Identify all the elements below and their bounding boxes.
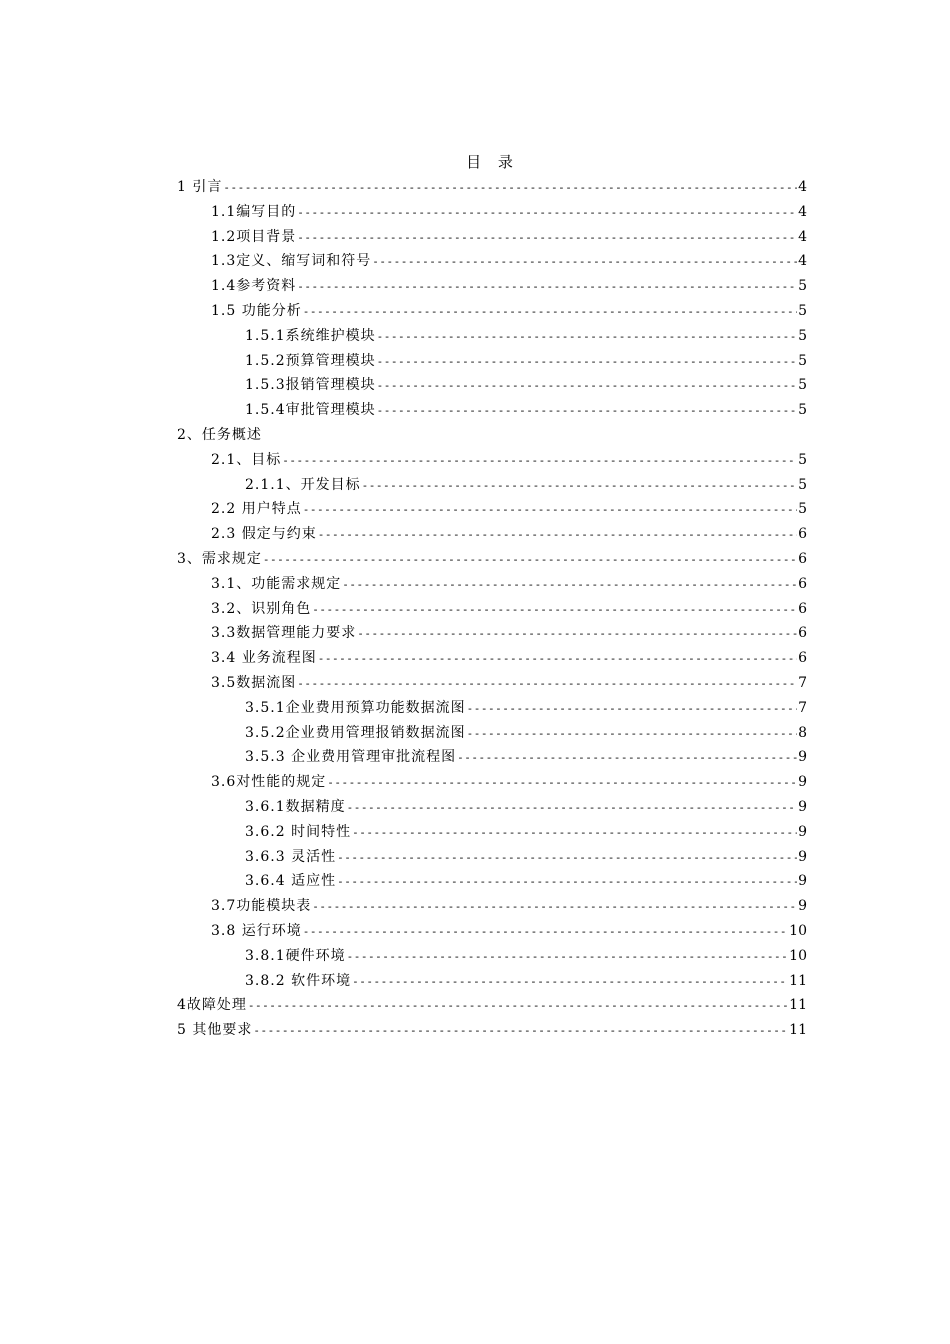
toc-dash-leader bbox=[318, 523, 797, 548]
toc-dash-leader bbox=[342, 573, 797, 598]
toc-entry-page: 6 bbox=[798, 550, 807, 567]
toc-entry-label: 3.3数据管理能力要求 bbox=[211, 625, 357, 642]
toc-entry[interactable] bbox=[177, 646, 807, 671]
toc-entry-page: 9 bbox=[798, 873, 807, 890]
toc-entry-page: 5 bbox=[798, 327, 807, 344]
toc-entry-label: 2.3 假定与约束 bbox=[211, 526, 317, 543]
toc-entry-label: 3.8.2 软件环境 bbox=[245, 972, 352, 989]
toc-entry-page: 11 bbox=[789, 997, 807, 1014]
toc-entry[interactable] bbox=[177, 795, 807, 820]
toc-entry-label: 2、任务概述 bbox=[177, 426, 262, 443]
toc-entry-page: 5 bbox=[798, 501, 807, 518]
toc-entry-label: 1.5.4审批管理模块 bbox=[245, 402, 376, 419]
toc-entry[interactable] bbox=[177, 225, 807, 250]
toc-entry[interactable] bbox=[177, 448, 807, 473]
toc-entry-page: 5 bbox=[798, 402, 807, 419]
toc-entry[interactable] bbox=[177, 1018, 807, 1043]
toc-entry-label: 3.8.1硬件环境 bbox=[245, 947, 346, 964]
toc-entry[interactable] bbox=[177, 770, 807, 795]
toc-entry-page: 10 bbox=[789, 922, 807, 939]
toc-entry-label: 1.5.1系统维护模块 bbox=[245, 327, 376, 344]
toc-entry-label: 2.2 用户特点 bbox=[211, 501, 302, 518]
toc-entry-page: 6 bbox=[798, 600, 807, 617]
toc-dash-leader bbox=[347, 796, 797, 821]
toc-entry-page: 6 bbox=[798, 526, 807, 543]
toc-dash-leader bbox=[297, 201, 797, 226]
toc-dash-leader bbox=[377, 374, 797, 399]
toc-entry[interactable] bbox=[177, 175, 807, 200]
toc-entry-label: 1.4参考资料 bbox=[211, 278, 297, 295]
toc-entry-label: 1.3定义、缩写词和符号 bbox=[211, 253, 372, 270]
toc-entry-label: 2.1、目标 bbox=[211, 451, 282, 468]
toc-entry[interactable] bbox=[177, 423, 807, 448]
toc-dash-leader bbox=[263, 548, 797, 573]
toc-entry[interactable] bbox=[177, 324, 807, 349]
toc-entry-page: 10 bbox=[789, 947, 807, 964]
toc-dash-leader bbox=[303, 498, 797, 523]
toc-entry-page: 5 bbox=[798, 377, 807, 394]
toc-dash-leader bbox=[357, 622, 797, 647]
toc-entry-label: 3.5.2企业费用管理报销数据流图 bbox=[245, 724, 466, 741]
toc-entry[interactable] bbox=[177, 274, 807, 299]
toc-dash-leader bbox=[467, 722, 797, 747]
toc-dash-leader bbox=[312, 895, 797, 920]
toc-dash-leader bbox=[337, 846, 797, 871]
toc-entry-page: 11 bbox=[789, 1022, 807, 1039]
toc-entry-label: 3、需求规定 bbox=[177, 550, 262, 567]
toc-entry-page: 8 bbox=[798, 724, 807, 741]
toc-entry[interactable] bbox=[177, 745, 807, 770]
toc-entry-page: 5 bbox=[798, 352, 807, 369]
toc-entry[interactable] bbox=[177, 299, 807, 324]
toc-dash-leader bbox=[327, 771, 797, 796]
toc-entry[interactable] bbox=[177, 349, 807, 374]
toc-entry-label: 3.2、识别角色 bbox=[211, 600, 312, 617]
toc-dash-leader bbox=[467, 697, 797, 722]
toc-entry-label: 3.5.3 企业费用管理审批流程图 bbox=[245, 749, 457, 766]
toc-dash-leader bbox=[377, 350, 797, 375]
toc-entry-page: 9 bbox=[798, 749, 807, 766]
toc-entry-label: 3.7功能模块表 bbox=[211, 898, 312, 915]
toc-entry[interactable] bbox=[177, 845, 807, 870]
toc-entry-label: 3.4 业务流程图 bbox=[211, 650, 317, 667]
toc-dash-leader bbox=[352, 821, 797, 846]
toc-entry-label: 3.6.1数据精度 bbox=[245, 798, 346, 815]
toc-entry-label: 4故障处理 bbox=[177, 997, 247, 1014]
toc-entry-page: 6 bbox=[798, 625, 807, 642]
toc-entry-page: 9 bbox=[798, 848, 807, 865]
toc-entry-label: 1 引言 bbox=[177, 179, 223, 195]
toc-entry-page: 4 bbox=[798, 253, 807, 270]
toc-entry-page: 7 bbox=[798, 699, 807, 716]
toc-entry-label: 1.2项目背景 bbox=[211, 228, 297, 245]
toc-dash-leader bbox=[303, 920, 788, 945]
toc-entry[interactable] bbox=[177, 621, 807, 646]
toc-dash-leader bbox=[377, 399, 797, 424]
toc-entry-label: 5 其他要求 bbox=[177, 1022, 253, 1039]
toc-entry-page: 11 bbox=[789, 972, 807, 989]
toc-dash-leader bbox=[282, 449, 797, 474]
toc-entry[interactable] bbox=[177, 919, 807, 944]
toc-entry[interactable] bbox=[177, 969, 807, 994]
toc-dash-leader bbox=[248, 994, 788, 1019]
toc-entry-page: 9 bbox=[798, 823, 807, 840]
toc-entry-label: 3.6.4 适应性 bbox=[245, 873, 337, 890]
toc-entry-page: 9 bbox=[798, 898, 807, 915]
toc-entry-label: 2.1.1、开发目标 bbox=[245, 476, 361, 493]
toc-entry[interactable] bbox=[177, 497, 807, 522]
toc-entry[interactable] bbox=[177, 473, 807, 498]
toc-dash-leader bbox=[372, 250, 797, 275]
toc-dash-leader bbox=[457, 746, 797, 771]
toc-entry-page: 4 bbox=[798, 179, 807, 195]
toc-dash-leader bbox=[253, 1019, 788, 1044]
toc-entry-label: 3.6对性能的规定 bbox=[211, 774, 327, 791]
toc-entry[interactable] bbox=[177, 522, 807, 547]
toc-entry-label: 1.5 功能分析 bbox=[211, 302, 302, 319]
toc-entry[interactable] bbox=[177, 249, 807, 274]
toc-entry-page: 6 bbox=[798, 575, 807, 592]
toc-entry-page: 9 bbox=[798, 774, 807, 791]
toc-entry-label: 3.8 运行环境 bbox=[211, 922, 302, 939]
toc-entry[interactable] bbox=[177, 398, 807, 423]
toc-dash-leader bbox=[297, 672, 797, 697]
toc-entry-page: 5 bbox=[798, 451, 807, 468]
toc-entry-label: 1.5.2预算管理模块 bbox=[245, 352, 376, 369]
toc-dash-leader bbox=[352, 970, 788, 995]
toc-entry-page: 9 bbox=[798, 798, 807, 815]
toc-dash-leader bbox=[297, 275, 797, 300]
toc-entry[interactable] bbox=[177, 547, 807, 572]
toc-entry[interactable] bbox=[177, 721, 807, 746]
toc-entry-page: 5 bbox=[798, 476, 807, 493]
toc-dash-leader bbox=[312, 598, 797, 623]
toc-entry[interactable] bbox=[177, 200, 807, 225]
toc-entry-page: 6 bbox=[798, 650, 807, 667]
toc-dash-leader bbox=[377, 325, 797, 350]
toc-entry-label: 1.5.3报销管理模块 bbox=[245, 377, 376, 394]
toc-title: 目 录 bbox=[466, 153, 519, 171]
toc-entry[interactable] bbox=[177, 671, 807, 696]
toc-dash-leader bbox=[297, 226, 797, 251]
toc-entry-page: 5 bbox=[798, 278, 807, 295]
toc-entry-page: 4 bbox=[798, 228, 807, 245]
toc-dash-leader bbox=[337, 870, 797, 895]
toc-dash-leader bbox=[318, 647, 797, 672]
toc-entry-page: 7 bbox=[798, 674, 807, 691]
toc-entry-label: 3.6.3 灵活性 bbox=[245, 848, 337, 865]
toc-entry[interactable] bbox=[177, 894, 807, 919]
toc-dash-leader bbox=[223, 176, 797, 201]
toc-entry[interactable] bbox=[177, 696, 807, 721]
toc-entry-label: 1.1编写目的 bbox=[211, 203, 297, 220]
toc-entry[interactable] bbox=[177, 993, 807, 1018]
toc-list bbox=[177, 175, 807, 1043]
toc-entry[interactable] bbox=[177, 944, 807, 969]
toc-entry[interactable] bbox=[177, 572, 807, 597]
toc-dash-leader bbox=[347, 945, 789, 970]
toc-entry[interactable] bbox=[177, 373, 807, 398]
toc-entry-label: 3.1、功能需求规定 bbox=[211, 575, 342, 592]
toc-entry[interactable] bbox=[177, 820, 807, 845]
toc-entry-label: 3.5数据流图 bbox=[211, 674, 297, 691]
toc-entry-page: 4 bbox=[798, 203, 807, 220]
toc-entry-label: 3.5.1企业费用预算功能数据流图 bbox=[245, 699, 466, 716]
toc-entry[interactable] bbox=[177, 597, 807, 622]
toc-entry-label: 3.6.2 时间特性 bbox=[245, 823, 352, 840]
toc-dash-leader bbox=[303, 300, 797, 325]
toc-dash-leader bbox=[362, 474, 797, 499]
toc-entry-page: 5 bbox=[798, 302, 807, 319]
toc-entry[interactable] bbox=[177, 869, 807, 894]
